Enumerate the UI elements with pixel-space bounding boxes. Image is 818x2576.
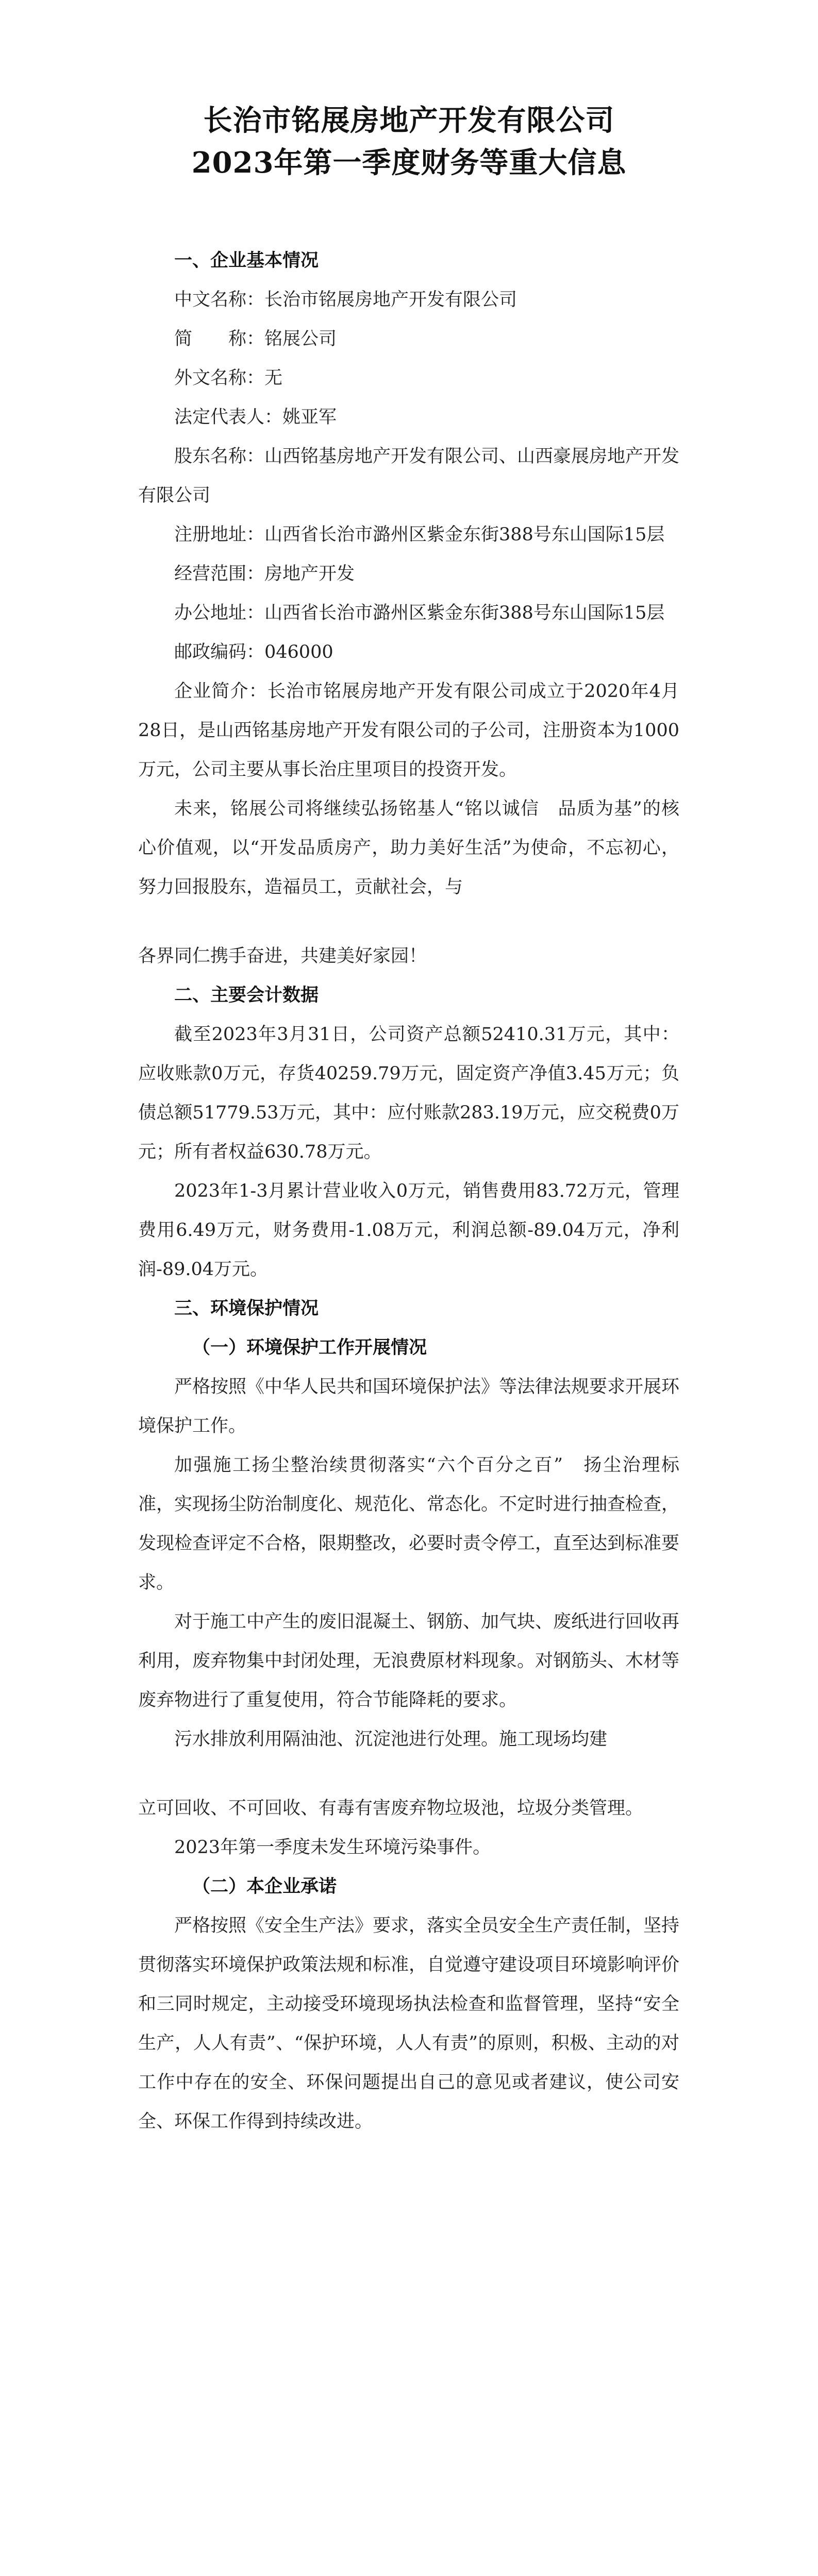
subsection1-heading: （一）环境保护工作开展情况 [192,1337,427,1358]
sewage-paragraph-end: 立可回收、不可回收、有毒有害废弃物垃圾池，垃圾分类管理。 [138,1798,644,1819]
reg-address-paragraph: 注册地址：山西省长治市潞州区紫金东街388号东山国际15层 [174,524,665,545]
foreign-name-line: 外文名称：无 [174,368,283,388]
document-title-line2: 2023年第一季度财务等重大信息 [191,146,627,180]
no-pollution-paragraph: 2023年第一季度未发生环境污染事件。 [174,1837,491,1858]
document-body [138,241,679,2141]
intro-paragraph: 企业简介：长治市铭展房地产开发有限公司成立于2020年4月28日，是山西铭基房地产开发有限公司的子公司，注册资本为1000万元，公司主要从事长治庄里项目的投资开发。 [138,681,679,780]
document-title-line1: 长治市铭展房地产开发有限公司 [203,104,615,138]
short-name-line: 简 称：铭展公司 [174,329,337,349]
subsection2-heading: （二）本企业承诺 [192,1876,337,1897]
income-paragraph: 2023年1-3月累计营业收入0万元，销售费用83.72万元，管理费用6.49万元，财务费用-1.08万元，利润总额-89.04万元，净利润-89.04万元。 [138,1181,679,1280]
section2-heading: 二、主要会计数据 [174,985,319,1006]
shareholders-paragraph: 股东名称：山西铭基房地产开发有限公司、山西豪展房地产开发有限公司 [138,446,680,506]
future-paragraph-end: 各界同仁携手奋进，共建美好家园！ [138,946,427,967]
office-address-paragraph: 办公地址：山西省长治市潞州区紫金东街388号东山国际15层 [174,603,665,623]
recycling-paragraph: 对于施工中产生的废旧混凝土、钢筋、加气块、废纸进行回收再利用，废弃物集中封闭处理，无浪费原材料现象。对钢筋头、木材等废弃物进行了重复使用，符合节能降耗的要求。 [138,1612,680,1710]
section1-heading: 一、企业基本情况 [174,250,319,271]
future-paragraph: 未来，铭展公司将继续弘扬铭基人“铭以诚信 品质为基”的核心价值观，以“开发品质房产，助力美好生活”为使命，不忘初心，努力回报股东，造福员工，贡献社会，与 [138,799,679,897]
chinese-name-line: 中文名称：长治市铭展房地产开发有限公司 [174,290,517,310]
postcode-line: 邮政编码：046000 [174,642,333,663]
commitment-paragraph: 严格按照《安全生产法》要求，落实全员安全生产责任制，坚持贯彻落实环境保护政策法规和标准，自觉遵守建设项目环境影响评价和三同时规定，主动接受环境现场执法检查和监督管理，坚持“安全生产，人人有责”、“保护环境，人人有责”的原则，积极、主动的对工作中存在的安全、环保问题提出自己的意见或者建议，使公司安全、环保工作得到持续改进。 [138,1916,680,2132]
dust-control-paragraph: 加强施工扬尘整治续贯彻落实“六个百分之百” 扬尘治理标准，实现扬尘防治制度化、规范化、常态化。不定时进行抽查检查，发现检查评定不合格，限期整改，必要时责令停工，直至达到标准要求。 [138,1455,680,1593]
sewage-paragraph: 污水排放利用隔油池、沉淀池进行处理。施工现场均建 [174,1729,608,1750]
scope-line: 经营范围：房地产开发 [174,564,355,584]
legal-rep-line: 法定代表人：姚亚军 [174,407,337,428]
env-law-paragraph: 严格按照《中华人民共和国环境保护法》等法律法规要求开展环境保护工作。 [138,1377,680,1436]
section3-heading: 三、环境保护情况 [174,1298,319,1319]
assets-paragraph: 截至2023年3月31日，公司资产总额52410.31万元，其中：应收账款0万元，存货40259.79万元，固定资产净值3.45万元；负债总额51779.53万元，其中：应付账款283.19万元，应交税费0万元；所有者权益630.78万元。 [138,1024,679,1162]
